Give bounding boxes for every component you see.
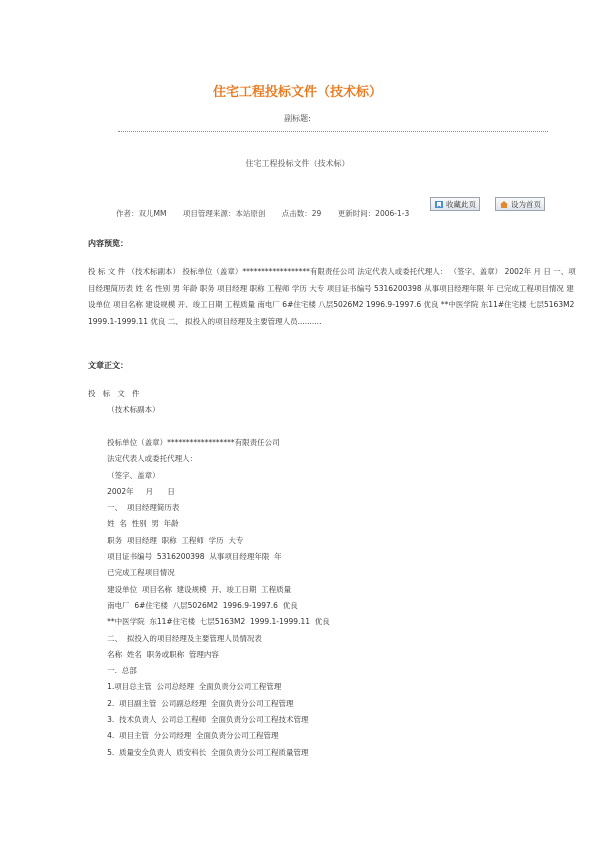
body-line: 3. 技术负责人 公司总工程师 全面负责分公司工程技术管理: [88, 715, 309, 724]
body-line: 投标单位（盖章）******************有限责任公司: [88, 437, 280, 447]
body-line: 一、 项目经理简历表: [88, 503, 180, 513]
document-caption: 住宅工程投标文件（技术标）: [245, 159, 350, 168]
body-line: （签字、盖章）: [88, 470, 160, 480]
set-homepage-button[interactable]: [495, 197, 545, 211]
body-line: 名称 姓名 职务或职称 管理内容: [88, 649, 219, 659]
body-line: 2002年 月 日: [88, 486, 175, 496]
subtitle-label: 副标题:: [284, 114, 311, 123]
body-line: 1.项目总主管 公司总经理 全面负责分公司工程管理: [88, 682, 282, 692]
body-line: 二、 拟投入的项目经理及主要管理人员情况表: [88, 633, 262, 643]
meta-source: 项目管理来源：本站原创: [182, 209, 266, 218]
meta-hits: 点击数：29: [281, 209, 322, 218]
preview-heading: 内容预览：: [88, 239, 128, 248]
body-line: 4. 项目主管 分公司经理 全面负责分公司工程管理: [88, 731, 279, 741]
bookmark-icon: [434, 200, 444, 209]
body-line: **中医学院 东11#住宅楼 七层5163M2 1999.1-1999.11 优良: [88, 617, 330, 627]
body-line: （技术标副本）: [88, 405, 160, 415]
body-line: 职务 项目经理 职称 工程师 学历 大专: [88, 535, 244, 545]
meta-updated: 更新时间：2006-1-3: [337, 209, 410, 218]
body-line: 法定代表人或委托代理人：: [88, 454, 198, 464]
body-line: 2. 项目副主管 公司副总经理 全面负责分公司工程管理: [88, 698, 294, 708]
body-line: 5. 质量安全负责人 质安科长 全面负责分公司工程质量管理: [88, 747, 309, 757]
article-meta: [116, 208, 423, 219]
preview-text: 投 标 文 件 （技术标副本） 投标单位（盖章）******************有限责任公司 法定代表人或委托代理人： （签字、盖章） 2002年 月 日 一、项目经理简历表 姓 名 性别 男 年龄 职务 项目经理 职称 工程师 学历 大专 项目证书编号 5316200398 从事项目经理年限 年 已完成工程项目情况 建设单位 项目名称 建设规模 开、竣工日期 工程质量 南电厂 6#住宅楼 八层5026M2 1996.9-1997.6 优良 **中医学院 东11#住宅楼 七层5163M2 1999.1-1999.11 优良 二、 拟投入的项目经理及主要管理人员..........: [88, 267, 576, 326]
body-heading: 文章正文：: [88, 361, 128, 370]
save-page-button[interactable]: [430, 197, 480, 211]
set-homepage-label: 设为首页: [511, 199, 541, 209]
body-line: 建设单位 项目名称 建设规模 开、竣工日期 工程质量: [88, 584, 292, 594]
body-line: 姓 名 性别 男 年龄: [88, 519, 179, 529]
save-page-label: 收藏此页: [446, 199, 476, 209]
body-line: 投 标 文 件: [88, 389, 140, 398]
body-line: 南电厂 6#住宅楼 八层5026M2 1996.9-1997.6 优良: [88, 600, 298, 610]
body-line: 项目证书编号 5316200398 从事项目经理年限 年: [88, 552, 282, 561]
body-line: 已完成工程项目情况: [88, 568, 175, 578]
meta-author: 作者：双儿MM: [116, 209, 167, 218]
home-icon: [499, 200, 509, 209]
dotted-divider: [118, 131, 548, 132]
page-title: 住宅工程投标文件（技术标）: [212, 85, 382, 100]
body-line: 一. 总部: [88, 666, 137, 676]
